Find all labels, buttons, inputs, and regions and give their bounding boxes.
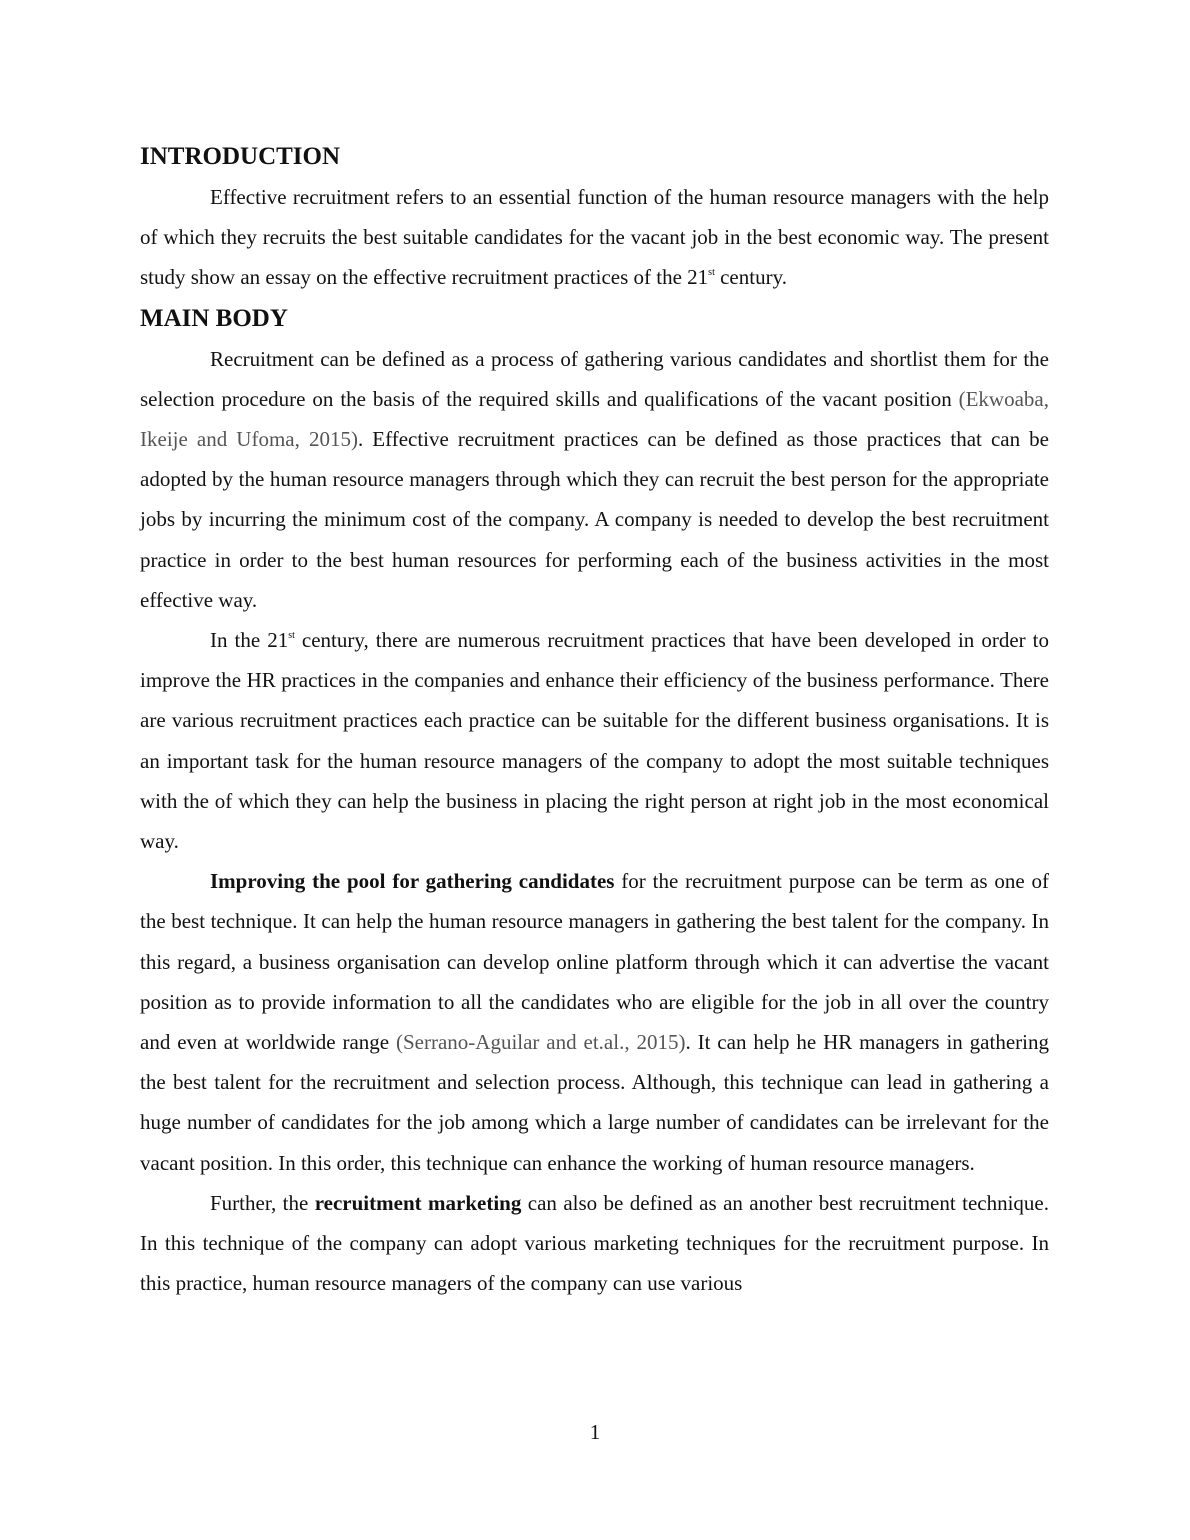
paragraph-text: century, there are numerous recruitment practices that have been developed in order to improve the HR practices in the companies and enhance their efficiency of the business performance. There are various recruitment practices each practice can be suitable for the different business organisations. It is an important task for the human resource managers of the company to adopt the most suitable techniques with the of which they can help the business in placing the right person at right job in the most economical way. xyxy=(140,628,1050,854)
section-heading-main-body: MAIN BODY xyxy=(140,304,288,332)
paragraph-text: for the recruitment purpose can be term as one of the best technique. It can help the human resource managers in gathering the best talent for the company. In this regard, a business organisation can develop online platform through which it can advertise the vacant position as to provide information to all the candidates who are eligible for the job in all over the country and even at worldwide range xyxy=(140,869,1050,1055)
introduction-paragraph xyxy=(140,177,1049,298)
paragraph-text: Further, the xyxy=(210,1190,315,1215)
paragraph-text: century. xyxy=(714,265,787,290)
page-number: 1 xyxy=(589,1420,601,1444)
citation: (Serrano-Aguilar and et.al., 2015) xyxy=(395,1030,686,1055)
main-body-paragraph-2 xyxy=(140,620,1049,861)
document-page xyxy=(140,137,1049,1303)
superscript: st xyxy=(708,267,715,279)
main-body-paragraph-3 xyxy=(140,861,1049,1183)
bold-term: Improving the pool for gathering candidates xyxy=(210,869,615,894)
paragraph-text: In the 21 xyxy=(210,628,289,653)
main-body-paragraph-4 xyxy=(140,1183,1049,1304)
paragraph-text: . It can help he HR managers in gathering the best talent for the recruitment and selection process. Although, this technique can lead in gathering a huge number of candidates for the job among which a large number of candidates can be irrelevant for the vacant position. In this order, this technique can enhance the working of human resource managers. xyxy=(140,1030,1049,1175)
paragraph-text: Effective recruitment refers to an essential function of the human resource managers with the help of which they recruits the best suitable candidates for the vacant job in the best economic way. The present study show an essay on the effective recruitment practices of the 21 xyxy=(140,185,1049,290)
citation: (Ekwoaba, Ikeije and Ufoma, 2015) xyxy=(140,386,1049,452)
section-heading-introduction: INTRODUCTION xyxy=(140,143,341,170)
paragraph-text: . Effective recruitment practices can be defined as those practices that can be adopted by the human resource managers through which they can recruit the best person for the appropriate jobs by incurring the minimum cost of the company. A company is needed to develop the best recruitment practice in order to the best human resources for performing each of the business activities in the most effective way. xyxy=(140,427,1049,612)
main-body-paragraph-1 xyxy=(140,339,1049,620)
paragraph-text: can also be defined as an another best recruitment technique. In this technique of the company can adopt various marketing techniques for the recruitment purpose. In this practice, human resource managers of the company can use various xyxy=(140,1190,1050,1296)
superscript: st xyxy=(288,630,295,642)
paragraph-text: Recruitment can be defined as a process of gathering various candidates and shortlist them for the selection procedure on the basis of the required skills and qualifications of the vacant position xyxy=(140,346,1049,411)
bold-term: recruitment marketing xyxy=(314,1190,522,1215)
